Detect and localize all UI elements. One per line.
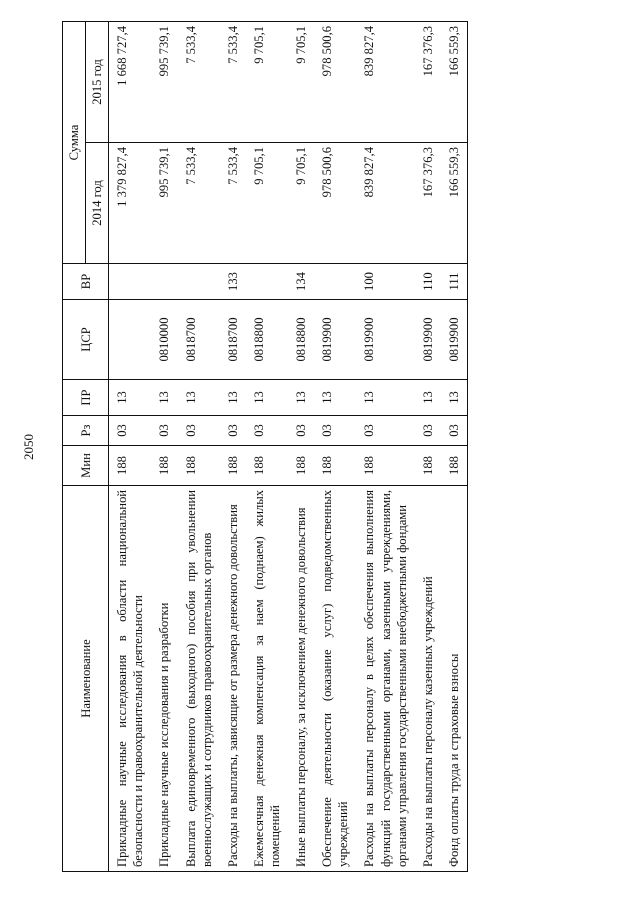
header-year-2015: 2015 год	[86, 21, 109, 142]
header-rz: Рз	[63, 416, 109, 446]
table-row	[415, 21, 441, 871]
cell-pr: 13	[220, 380, 246, 416]
budget-table	[62, 21, 468, 872]
cell-csr: 0818800	[288, 300, 314, 380]
cell-sum-2014: 9 705,1	[246, 143, 288, 264]
header-year-2014: 2014 год	[86, 143, 109, 264]
cell-pr: 13	[288, 380, 314, 416]
page-number: 2050	[21, 434, 36, 460]
cell-sum-2014: 9 705,1	[288, 143, 314, 264]
header-summa: Сумма	[63, 21, 86, 263]
table-row	[151, 21, 177, 871]
cell-min: 188	[151, 446, 177, 486]
cell-vr: 111	[441, 264, 468, 300]
table-row	[220, 21, 246, 871]
cell-vr: 133	[220, 264, 246, 300]
cell-vr	[151, 264, 177, 300]
cell-min: 188	[288, 446, 314, 486]
table-row	[356, 21, 414, 871]
cell-sum-2015: 978 500,6	[314, 21, 356, 142]
cell-min: 188	[246, 446, 288, 486]
cell-pr: 13	[314, 380, 356, 416]
header-min: Мин	[63, 446, 109, 486]
cell-name: Прикладные научные исследования и разработки	[151, 486, 177, 872]
cell-vr: 134	[288, 264, 314, 300]
cell-csr: 0818700	[220, 300, 246, 380]
table-body	[109, 21, 468, 871]
cell-csr: 0819900	[441, 300, 468, 380]
cell-rz: 03	[288, 416, 314, 446]
cell-name: Прикладные научные исследования в области национальной безопасности и правоохранительной деятельности	[109, 486, 152, 872]
cell-sum-2014: 839 827,4	[356, 143, 414, 264]
cell-min: 188	[356, 446, 414, 486]
table-row	[314, 21, 356, 871]
cell-sum-2015: 1 668 727,4	[109, 21, 152, 142]
cell-csr: 0819900	[356, 300, 414, 380]
cell-name: Иные выплаты персоналу, за исключением денежного довольствия	[288, 486, 314, 872]
cell-csr: 0819900	[314, 300, 356, 380]
cell-name: Расходы на выплаты, зависящие от размера денежного довольствия	[220, 486, 246, 872]
cell-csr: 0818700	[178, 300, 220, 380]
cell-rz: 03	[356, 416, 414, 446]
cell-rz: 03	[220, 416, 246, 446]
cell-rz: 03	[178, 416, 220, 446]
cell-rz: 03	[109, 416, 152, 446]
header-vr: ВР	[63, 264, 109, 300]
cell-sum-2015: 7 533,4	[220, 21, 246, 142]
cell-sum-2015: 9 705,1	[246, 21, 288, 142]
cell-pr: 13	[109, 380, 152, 416]
cell-name: Расходы на выплаты персоналу в целях обеспечения выполнения функций государственными органами, казенными учреждениями, органами управления государственными внебюджетными фондами	[356, 486, 414, 872]
cell-sum-2014: 995 739,1	[151, 143, 177, 264]
cell-pr: 13	[441, 380, 468, 416]
cell-vr	[109, 264, 152, 300]
cell-pr: 13	[246, 380, 288, 416]
cell-rz: 03	[441, 416, 468, 446]
cell-sum-2014: 7 533,4	[220, 143, 246, 264]
cell-sum-2015: 7 533,4	[178, 21, 220, 142]
cell-vr: 110	[415, 264, 441, 300]
cell-min: 188	[178, 446, 220, 486]
cell-name: Фонд оплаты труда и страховые взносы	[441, 486, 468, 872]
cell-sum-2015: 166 559,3	[441, 21, 468, 142]
cell-csr: 0818800	[246, 300, 288, 380]
cell-sum-2014: 978 500,6	[314, 143, 356, 264]
cell-sum-2014: 167 376,3	[415, 143, 441, 264]
cell-pr: 13	[178, 380, 220, 416]
cell-name: Обеспечение деятельности (оказание услуг) подведомственных учреждений	[314, 486, 356, 872]
cell-min: 188	[314, 446, 356, 486]
cell-vr	[314, 264, 356, 300]
cell-rz: 03	[151, 416, 177, 446]
table-row	[178, 21, 220, 871]
table-header	[63, 21, 109, 871]
cell-name: Расходы на выплаты персоналу казенных учреждений	[415, 486, 441, 872]
table-row	[109, 21, 152, 871]
cell-csr: 0819900	[415, 300, 441, 380]
cell-pr: 13	[151, 380, 177, 416]
cell-name: Выплата единовременного (выходного) пособия при увольнении военнослужащих и сотрудников правоохранительных органов	[178, 486, 220, 872]
cell-rz: 03	[314, 416, 356, 446]
cell-min: 188	[415, 446, 441, 486]
cell-rz: 03	[415, 416, 441, 446]
cell-sum-2015: 995 739,1	[151, 21, 177, 142]
cell-vr	[246, 264, 288, 300]
cell-sum-2015: 167 376,3	[415, 21, 441, 142]
cell-csr	[109, 300, 152, 380]
cell-sum-2015: 839 827,4	[356, 21, 414, 142]
cell-vr: 100	[356, 264, 414, 300]
header-csr: ЦСР	[63, 300, 109, 380]
cell-min: 188	[220, 446, 246, 486]
cell-sum-2014: 166 559,3	[441, 143, 468, 264]
cell-sum-2014: 1 379 827,4	[109, 143, 152, 264]
cell-min: 188	[441, 446, 468, 486]
cell-csr: 0810000	[151, 300, 177, 380]
cell-name: Ежемесячная денежная компенсация за наем (поднаем) жилых помещений	[246, 486, 288, 872]
table-row	[441, 21, 468, 871]
header-pr: ПР	[63, 380, 109, 416]
cell-pr: 13	[415, 380, 441, 416]
cell-sum-2014: 7 533,4	[178, 143, 220, 264]
cell-sum-2015: 9 705,1	[288, 21, 314, 142]
cell-min: 188	[109, 446, 152, 486]
header-name: Наименование	[63, 486, 109, 872]
cell-rz: 03	[246, 416, 288, 446]
rotated-page-content	[62, 22, 592, 872]
table-row	[288, 21, 314, 871]
cell-vr	[178, 264, 220, 300]
cell-pr: 13	[356, 380, 414, 416]
table-row	[246, 21, 288, 871]
